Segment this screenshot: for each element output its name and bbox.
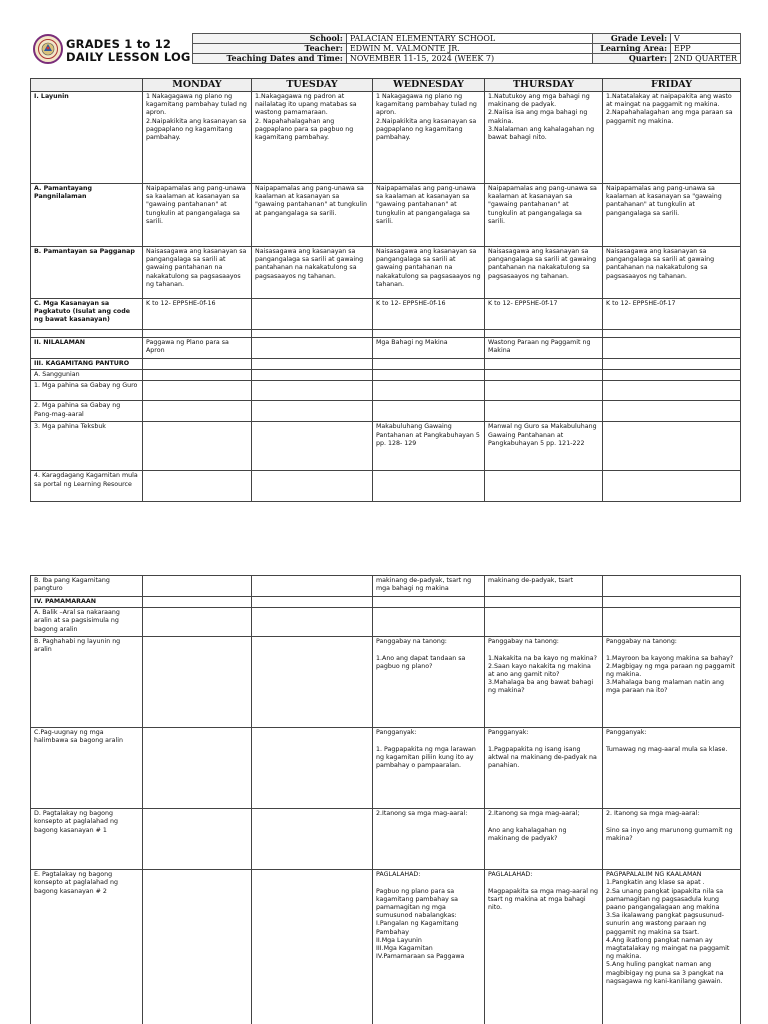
cell-monday	[143, 359, 252, 370]
cell-friday	[603, 330, 741, 338]
cell-tuesday	[252, 471, 373, 502]
cell-friday: K to 12- EPP5HE-0f-17	[603, 299, 741, 330]
cell-friday: PAGPAPALALIM NG KAALAMAN 1.Pangkatin ang klase sa apat . 2.Sa unang pangkat ipapakita nila sa pamamagitan ng pagsasadula kung paano pangangalagaan ang makina 3.Sa ikalawang pangkat pagsusunud-sunurin ang wastong paraan ng paggamit ng makina sa tsart. 4.Ang ikatlong pangkat naman ay magtatalakay ng maingat na paggamit ng makina. 5.Ang huling pangkat naman ang magbibigay ng puna sa 3 pangkat na nagsagawa ng kani-kanilang gawain.	[603, 870, 741, 1024]
day-header-monday: MONDAY	[143, 79, 252, 92]
cell-monday	[143, 370, 252, 381]
cell-thursday	[485, 370, 603, 381]
learning-area-label: Learning Area:	[593, 44, 671, 54]
document-title	[66, 38, 191, 64]
cell-monday: Naisasagawa ang kasanayan sa pangangalaga sa sarili at gawaing pantahanan na nakakatulong sa pagsasaayos ng tahanan.	[143, 247, 252, 299]
cell-thursday	[485, 401, 603, 422]
cell-friday	[603, 370, 741, 381]
day-header-tuesday: TUESDAY	[252, 79, 373, 92]
cell-thursday	[485, 381, 603, 401]
lesson-row	[31, 247, 741, 299]
cell-tuesday	[252, 401, 373, 422]
lesson-log-table-top	[30, 78, 741, 502]
lesson-row	[31, 401, 741, 422]
cell-wednesday: Naisasagawa ang kasanayan sa pangangalaga sa sarili at gawaing pantahanan na nakakatulong sa pagsasaayos ng tahanan.	[373, 247, 485, 299]
lesson-row	[31, 870, 741, 1024]
cell-tuesday	[252, 637, 373, 728]
cell-wednesday: Naipapamalas ang pang-unawa sa kaalaman at kasanayan sa "gawaing pantahanan" at tungkulin at pangangalaga sa sarili.	[373, 184, 485, 247]
cell-wednesday	[373, 381, 485, 401]
cell-monday	[143, 809, 252, 870]
cell-monday	[143, 608, 252, 637]
lesson-row	[31, 330, 741, 338]
cell-friday	[603, 422, 741, 471]
cell-tuesday	[252, 728, 373, 809]
lesson-row	[31, 381, 741, 401]
cell-friday: Pangganyak: Tumawag ng mag-aaral mula sa klase.	[603, 728, 741, 809]
cell-monday	[143, 637, 252, 728]
cell-wednesday	[373, 608, 485, 637]
row-label: IV. PAMAMARAAN	[31, 597, 143, 608]
lesson-row	[31, 338, 741, 359]
lesson-log-table-bottom	[30, 575, 741, 1024]
cell-friday: 1.Natatalakay at naipapakita ang wasto at maingat na paggamit ng makina. 2.Napahahalagahan ang mga paraan sa paggamit ng makina.	[603, 92, 741, 184]
cell-tuesday	[252, 381, 373, 401]
cell-wednesday	[373, 597, 485, 608]
cell-friday	[603, 576, 741, 597]
cell-tuesday	[252, 370, 373, 381]
cell-monday	[143, 728, 252, 809]
cell-tuesday	[252, 809, 373, 870]
row-label: D. Pagtalakay ng bagong konsepto at paglalahad ng bagong kasanayan # 1	[31, 809, 143, 870]
cell-thursday: K to 12- EPP5HE-0f-17	[485, 299, 603, 330]
cell-friday	[603, 471, 741, 502]
cell-monday	[143, 870, 252, 1024]
cell-thursday: makinang de-padyak, tsart	[485, 576, 603, 597]
row-label: II. NILALAMAN	[31, 338, 143, 359]
day-header-row	[31, 79, 741, 92]
cell-monday	[143, 330, 252, 338]
cell-friday: Naipapamalas ang pang-unawa sa kaalaman at kasanayan sa "gawaing pantahanan" at tungkulin at pangangalaga sa sarili.	[603, 184, 741, 247]
grade-level-label: Grade Level:	[593, 34, 671, 44]
lesson-row	[31, 370, 741, 381]
teacher-label: Teacher:	[193, 44, 347, 54]
cell-wednesday: Panggabay na tanong: 1.Ano ang dapat tandaan sa pagbuo ng plano?	[373, 637, 485, 728]
cell-thursday: Naipapamalas ang pang-unawa sa kaalaman at kasanayan sa "gawaing pantahanan" at tungkulin at pangangalaga sa sarili.	[485, 184, 603, 247]
day-header-friday: FRIDAY	[603, 79, 741, 92]
learning-area-value: EPP	[671, 44, 741, 54]
cell-friday: Panggabay na tanong: 1.Mayroon ba kayong makina sa bahay? 2.Magbigay ng mga paraan ng paggamit ng makina. 3.Mahalaga bang malaman natin ang mga paraan na ito?	[603, 637, 741, 728]
cell-friday: Naisasagawa ang kasanayan sa pangangalaga sa sarili at gawaing pantahanan na nakakatulong sa pagsasaayos ng tahanan.	[603, 247, 741, 299]
cell-tuesday	[252, 597, 373, 608]
cell-thursday: Panggabay na tanong: 1.Nakakita na ba kayo ng makina? 2.Saan kayo nakakita ng makina at ano ang gamit nito? 3.Mahalaga ba ang bawat bahagi ng makina?	[485, 637, 603, 728]
corner-cell	[31, 79, 143, 92]
cell-monday	[143, 422, 252, 471]
cell-wednesday: makinang de-padyak, tsart ng mga bahagi ng makina	[373, 576, 485, 597]
cell-thursday: PAGLALAHAD: Magpapakita sa mga mag-aaral ng tsart ng makina at mga bahagi nito.	[485, 870, 603, 1024]
cell-wednesday	[373, 471, 485, 502]
cell-friday	[603, 401, 741, 422]
cell-wednesday	[373, 370, 485, 381]
cell-tuesday	[252, 608, 373, 637]
cell-monday	[143, 576, 252, 597]
cell-friday	[603, 381, 741, 401]
cell-monday: Naipapamalas ang pang-unawa sa kaalaman at kasanayan sa "gawaing pantahanan" at tungkulin at pangangalaga sa sarili.	[143, 184, 252, 247]
title-line-1: GRADES 1 to 12	[66, 37, 172, 51]
cell-thursday: Manwal ng Guro sa Makabuluhang Gawaing Pantahanan at Pangkabuhayan 5 pp. 121-222	[485, 422, 603, 471]
teacher-value: EDWIN M. VALMONTE JR.	[346, 44, 592, 54]
cell-wednesday: 2.Itanong sa mga mag-aaral:	[373, 809, 485, 870]
quarter-value: 2ND QUARTER	[671, 54, 741, 64]
teaching-dates-value: NOVEMBER 11-15, 2024 (WEEK 7)	[346, 54, 592, 64]
row-label: 2. Mga pahina sa Gabay ng Pang-mag-aaral	[31, 401, 143, 422]
cell-friday: 2. Itanong sa mga mag-aaral: Sino sa inyo ang marunong gumamit ng makina?	[603, 809, 741, 870]
cell-wednesday	[373, 359, 485, 370]
cell-thursday: 2.Itanong sa mga mag-aaral; Ano ang kahalagahan ng makinang de padyak?	[485, 809, 603, 870]
lesson-info-table	[192, 33, 741, 64]
lesson-row	[31, 92, 741, 184]
row-label: A. Balik –Aral sa nakaraang aralin at sa pagsisimula ng bagong aralin	[31, 608, 143, 637]
lesson-row	[31, 597, 741, 608]
row-label: 3. Mga pahina Teksbuk	[31, 422, 143, 471]
row-label: A. Pamantayang Pangnilalaman	[31, 184, 143, 247]
lesson-row	[31, 576, 741, 597]
lesson-row	[31, 637, 741, 728]
row-label: B. Paghahabi ng layunin ng aralin	[31, 637, 143, 728]
cell-wednesday: Pangganyak: 1. Pagpapakita ng mga larawan ng kagamitan piliin kung ito ay pambahay o pampaaralan.	[373, 728, 485, 809]
cell-tuesday	[252, 330, 373, 338]
cell-monday	[143, 471, 252, 502]
cell-thursday: Pangganyak: 1.Pagpapakita ng isang isang aktwal na makinang de-padyak na panahian.	[485, 728, 603, 809]
cell-monday	[143, 401, 252, 422]
quarter-label: Quarter:	[593, 54, 671, 64]
row-label: A. Sanggunian	[31, 370, 143, 381]
cell-tuesday	[252, 299, 373, 330]
cell-friday	[603, 338, 741, 359]
cell-tuesday: Naipapamalas ang pang-unawa sa kaalaman at kasanayan sa "gawaing pantahanan" at tungkulin at pangangalaga sa sarili.	[252, 184, 373, 247]
cell-tuesday: Naisasagawa ang kasanayan sa pangangalaga sa sarili at gawaing pantahanan na nakakatulong sa pagsasaayos ng tahanan.	[252, 247, 373, 299]
row-label: B. Pamantayan sa Pagganap	[31, 247, 143, 299]
cell-tuesday	[252, 576, 373, 597]
cell-thursday: Naisasagawa ang kasanayan sa pangangalaga sa sarili at gawaing pantahanan na nakakatulong sa pagsasaayos ng tahanan.	[485, 247, 603, 299]
lesson-row	[31, 299, 741, 330]
cell-wednesday	[373, 401, 485, 422]
grade-level-value: V	[671, 34, 741, 44]
row-label: C. Mga Kasanayan sa Pagkatuto (Isulat ang code ng bawat kasanayan)	[31, 299, 143, 330]
cell-tuesday	[252, 870, 373, 1024]
cell-tuesday	[252, 422, 373, 471]
deped-seal-icon	[33, 33, 63, 65]
cell-wednesday: Mga Bahagi ng Makina	[373, 338, 485, 359]
lesson-row	[31, 422, 741, 471]
cell-thursday	[485, 471, 603, 502]
school-value: PALACIAN ELEMENTARY SCHOOL	[346, 34, 592, 44]
cell-tuesday: 1.Nakagagawa ng padron at nailalatag ito upang matabas sa wastong pamamaraan. 2. Napahahalagahan ang pagpaplano para sa pagbuo ng kagamitang pambahay.	[252, 92, 373, 184]
cell-monday	[143, 381, 252, 401]
lesson-row	[31, 184, 741, 247]
cell-friday	[603, 597, 741, 608]
cell-thursday	[485, 330, 603, 338]
row-label: I. Layunin	[31, 92, 143, 184]
cell-thursday	[485, 597, 603, 608]
cell-wednesday: PAGLALAHAD: Pagbuo ng plano para sa kagamitang pambahay sa pamamagitan ng mga sumusunod nabalangkas: I.Pangalan ng Kagamitang Pambahay II.Mga Layunin III.Mga Kagamitan IV.Pamamaraan sa Paggawa	[373, 870, 485, 1024]
cell-wednesday: 1 Nakagagawa ng plano ng kagamitang pambahay tulad ng apron. 2.Naipakikita ang kasanayan sa pagpaplano ng kagamitang pambahay.	[373, 92, 485, 184]
day-header-wednesday: WEDNESDAY	[373, 79, 485, 92]
row-label: 1. Mga pahina sa Gabay ng Guro	[31, 381, 143, 401]
lesson-row	[31, 608, 741, 637]
row-label: 4. Karagdagang Kagamitan mula sa portal ng Learning Resource	[31, 471, 143, 502]
lesson-row	[31, 809, 741, 870]
cell-friday	[603, 359, 741, 370]
cell-monday	[143, 597, 252, 608]
cell-tuesday	[252, 338, 373, 359]
cell-monday: K to 12- EPP5HE-0f-16	[143, 299, 252, 330]
row-label: E. Pagtalakay ng bagong konsepto at paglalahad ng bagong kasanayan # 2	[31, 870, 143, 1024]
cell-tuesday	[252, 359, 373, 370]
cell-thursday	[485, 359, 603, 370]
cell-monday: 1 Nakagagawa ng plano ng kagamitang pambahay tulad ng apron. 2.Naipakikita ang kasanayan sa pagpaplano ng kagamitang pambahay.	[143, 92, 252, 184]
row-label: III. KAGAMITANG PANTURO	[31, 359, 143, 370]
row-label	[31, 330, 143, 338]
day-header-thursday: THURSDAY	[485, 79, 603, 92]
cell-wednesday: Makabuluhang Gawaing Pantahanan at Pangkabuhayan 5 pp. 128- 129	[373, 422, 485, 471]
cell-thursday: Wastong Paraan ng Paggamit ng Makina	[485, 338, 603, 359]
row-label: C.Pag-uugnay ng mga halimbawa sa bagong aralin	[31, 728, 143, 809]
school-label: School:	[193, 34, 347, 44]
row-label: B. Iba pang Kagamitang pangturo	[31, 576, 143, 597]
lesson-row	[31, 359, 741, 370]
lesson-row	[31, 471, 741, 502]
cell-thursday	[485, 608, 603, 637]
cell-friday	[603, 608, 741, 637]
cell-wednesday: K to 12- EPP5HE-0f-16	[373, 299, 485, 330]
cell-wednesday	[373, 330, 485, 338]
teaching-dates-label: Teaching Dates and Time:	[193, 54, 347, 64]
cell-monday: Paggawa ng Plano para sa Apron	[143, 338, 252, 359]
title-line-2: DAILY LESSON LOG	[66, 50, 191, 64]
cell-thursday: 1.Natutukoy ang mga bahagi ng makinang de padyak. 2.Naiisa isa ang mga bahagi ng makina. 3.Nalalaman ang kahalagahan ng bawat bahagi nito.	[485, 92, 603, 184]
lesson-row	[31, 728, 741, 809]
